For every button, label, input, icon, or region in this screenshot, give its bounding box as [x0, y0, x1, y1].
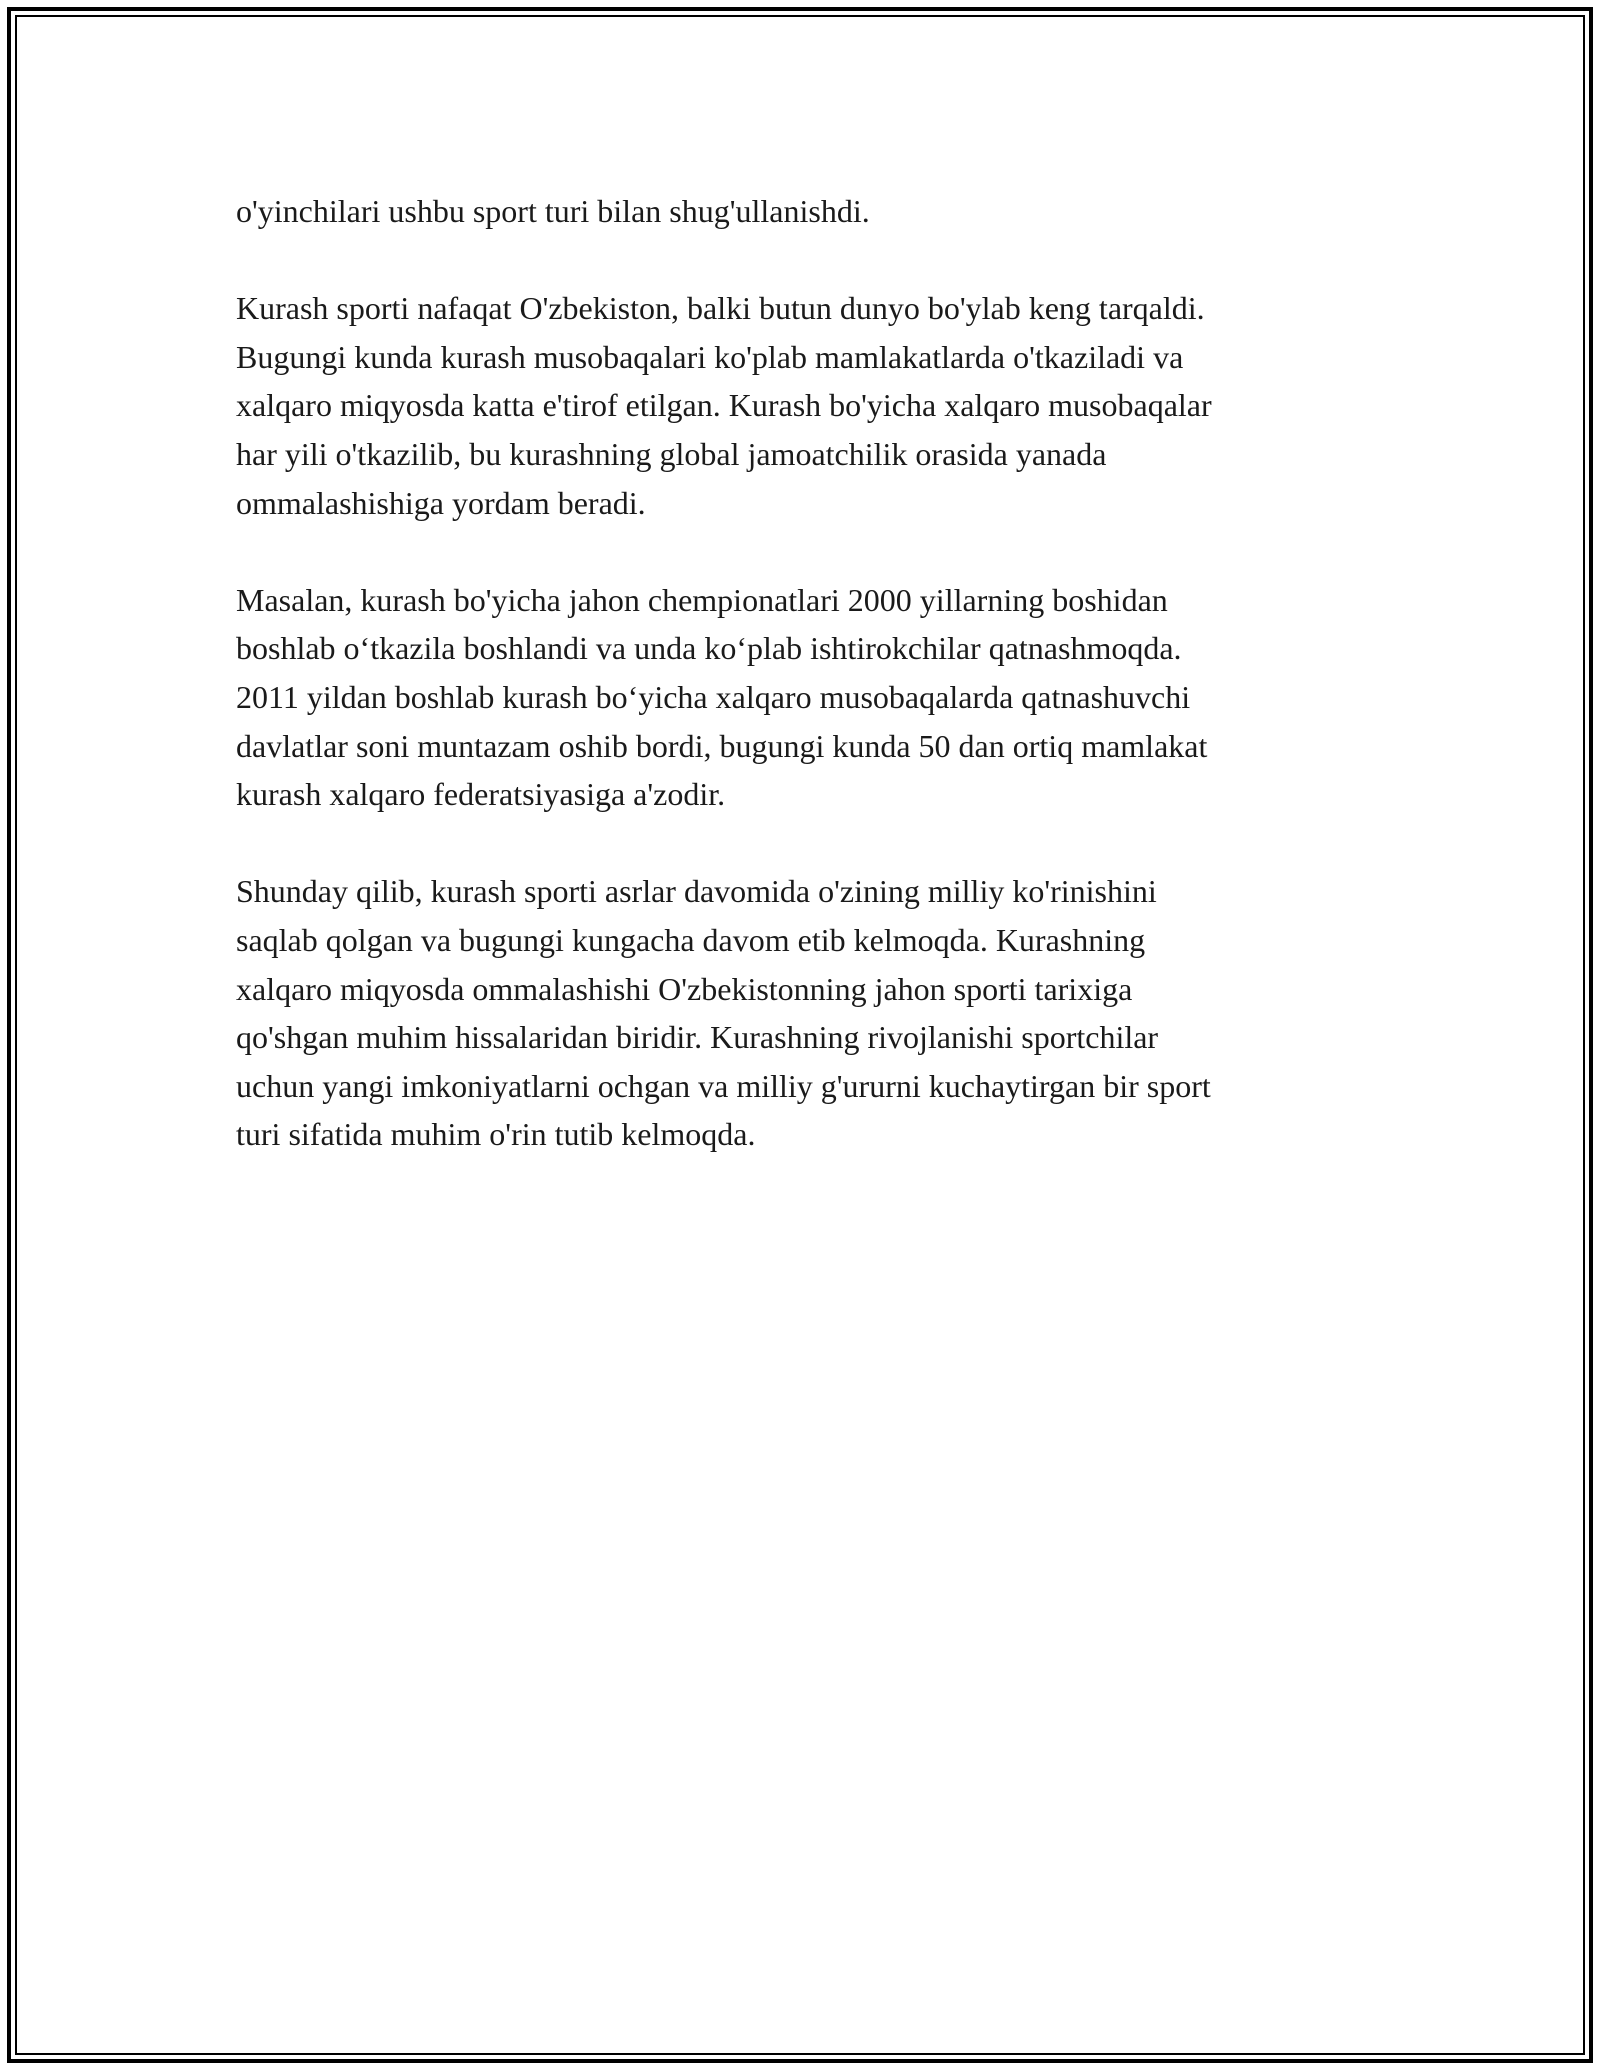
- text-line: turi sifatida muhim o'rin tutib kelmoqda.: [236, 1116, 756, 1153]
- paragraph: [236, 284, 1366, 527]
- text-line: o'yinchilari ushbu sport turi bilan shug'ullanishdi.: [236, 193, 870, 229]
- text-line: kurash xalqaro federatsiyasiga a'zodir.: [236, 776, 726, 813]
- text-line: xalqaro miqyosda katta e'tirof etilgan. Kurash bo'yicha xalqaro musobaqalar: [236, 387, 1212, 424]
- text-line: davlatlar soni muntazam oshib bordi, bugungi kunda 50 dan ortiq mamlakat: [236, 727, 1208, 764]
- document-body: [236, 187, 1366, 1207]
- text-line: ommalashishiga yordam beradi.: [236, 484, 646, 521]
- text-line: saqlab qolgan va bugungi kungacha davom etib kelmoqda. Kurashning: [236, 921, 1146, 958]
- text-line: uchun yangi imkoniyatlarni ochgan va milliy g'ururni kuchaytirgan bir sport: [236, 1067, 1211, 1104]
- text-line: Kurash sporti nafaqat O'zbekiston, balki butun dunyo bo'ylab keng tarqaldi.: [236, 290, 1205, 327]
- paragraph: [236, 187, 1366, 236]
- text-line: boshlab o‘tkazila boshlandi va unda ko‘plab ishtirokchilar qatnashmoqda.: [236, 630, 1182, 667]
- text-line: qo'shgan muhim hissalaridan biridir. Kurashning rivojlanishi sportchilar: [236, 1019, 1159, 1056]
- paragraph: [236, 867, 1366, 1159]
- paragraph: [236, 576, 1366, 819]
- text-line: 2011 yildan boshlab kurash bo‘yicha xalqaro musobaqalarda qatnashuvchi: [236, 678, 1191, 715]
- text-line: xalqaro miqyosda ommalashishi O'zbekistonning jahon sporti tarixiga: [236, 970, 1133, 1007]
- text-line: Masalan, kurash bo'yicha jahon chempionatlari 2000 yillarning boshidan: [236, 581, 1168, 618]
- text-line: har yili o'tkazilib, bu kurashning global jamoatchilik orasida yanada: [236, 435, 1107, 472]
- text-line: Shunday qilib, kurash sporti asrlar davomida o'zining milliy ko'rinishini: [236, 873, 1157, 910]
- text-line: Bugungi kunda kurash musobaqalari ko'plab mamlakatlarda o'tkaziladi va: [236, 338, 1184, 375]
